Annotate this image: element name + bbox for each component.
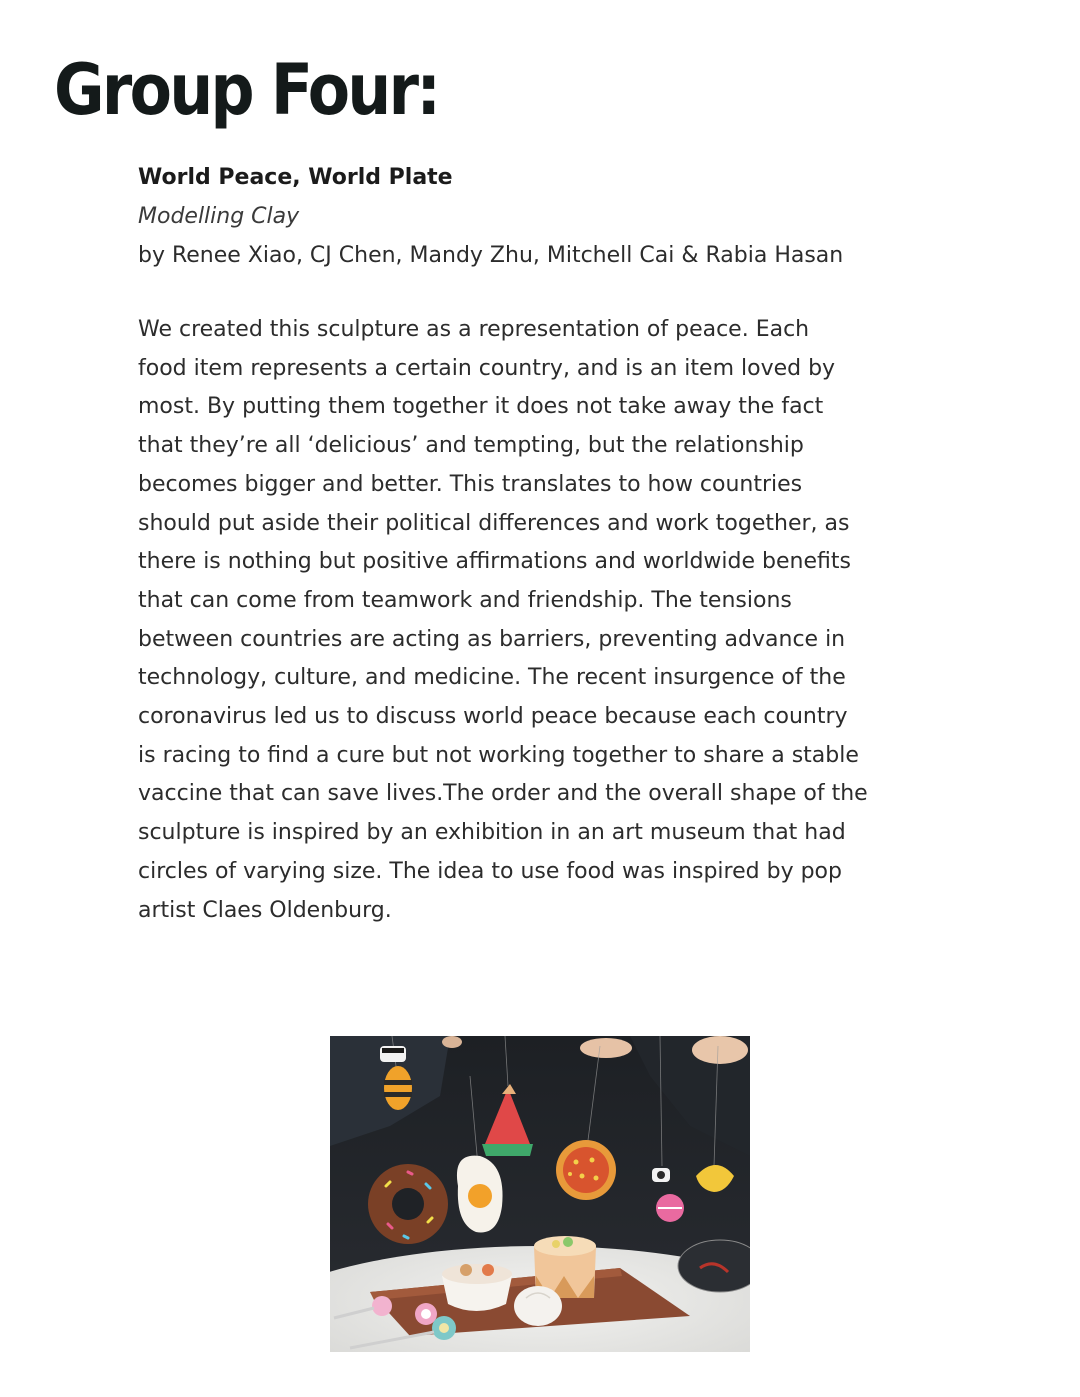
sculpture-photo <box>330 1036 750 1352</box>
description-line: vaccine that can save lives.The order and the overall shape of the <box>138 781 868 807</box>
description-line: there is nothing but positive affirmations and worldwide benefits <box>138 549 851 575</box>
description-line: should put aside their political differences and work together, as <box>138 510 850 536</box>
description-line: sculpture is inspired by an exhibition in an art museum that had <box>138 820 846 846</box>
description-line: coronavirus led us to discuss world peace because each country <box>138 704 848 730</box>
description-line: technology, culture, and medicine. The recent insurgence of the <box>138 665 846 691</box>
description-line: is racing to find a cure but not working together to share a stable <box>138 742 859 768</box>
artwork-description <box>138 311 938 930</box>
artwork-medium: Modelling Clay <box>138 204 300 229</box>
artwork-title: World Peace, World Plate <box>138 165 453 190</box>
description-line: that they’re all ‘delicious’ and tempting, but the relationship <box>138 433 804 459</box>
description-line: becomes bigger and better. This translates to how countries <box>138 471 803 497</box>
artwork-credits: by Renee Xiao, CJ Chen, Mandy Zhu, Mitchell Cai & Rabia Hasan <box>138 243 844 268</box>
page-title: Group Four: <box>54 49 439 131</box>
description-line: food item represents a certain country, and is an item loved by <box>138 355 836 381</box>
description-line: between countries are acting as barriers, preventing advance in <box>138 626 846 652</box>
artwork-info <box>138 158 938 275</box>
description-line: artist Claes Oldenburg. <box>138 897 392 923</box>
description-line: circles of varying size. The idea to use food was inspired by pop <box>138 858 842 884</box>
description-line: most. By putting them together it does not take away the fact <box>138 394 824 420</box>
description-line: We created this sculpture as a representation of peace. Each <box>138 317 810 342</box>
description-line: that can come from teamwork and friendship. The tensions <box>138 587 792 613</box>
